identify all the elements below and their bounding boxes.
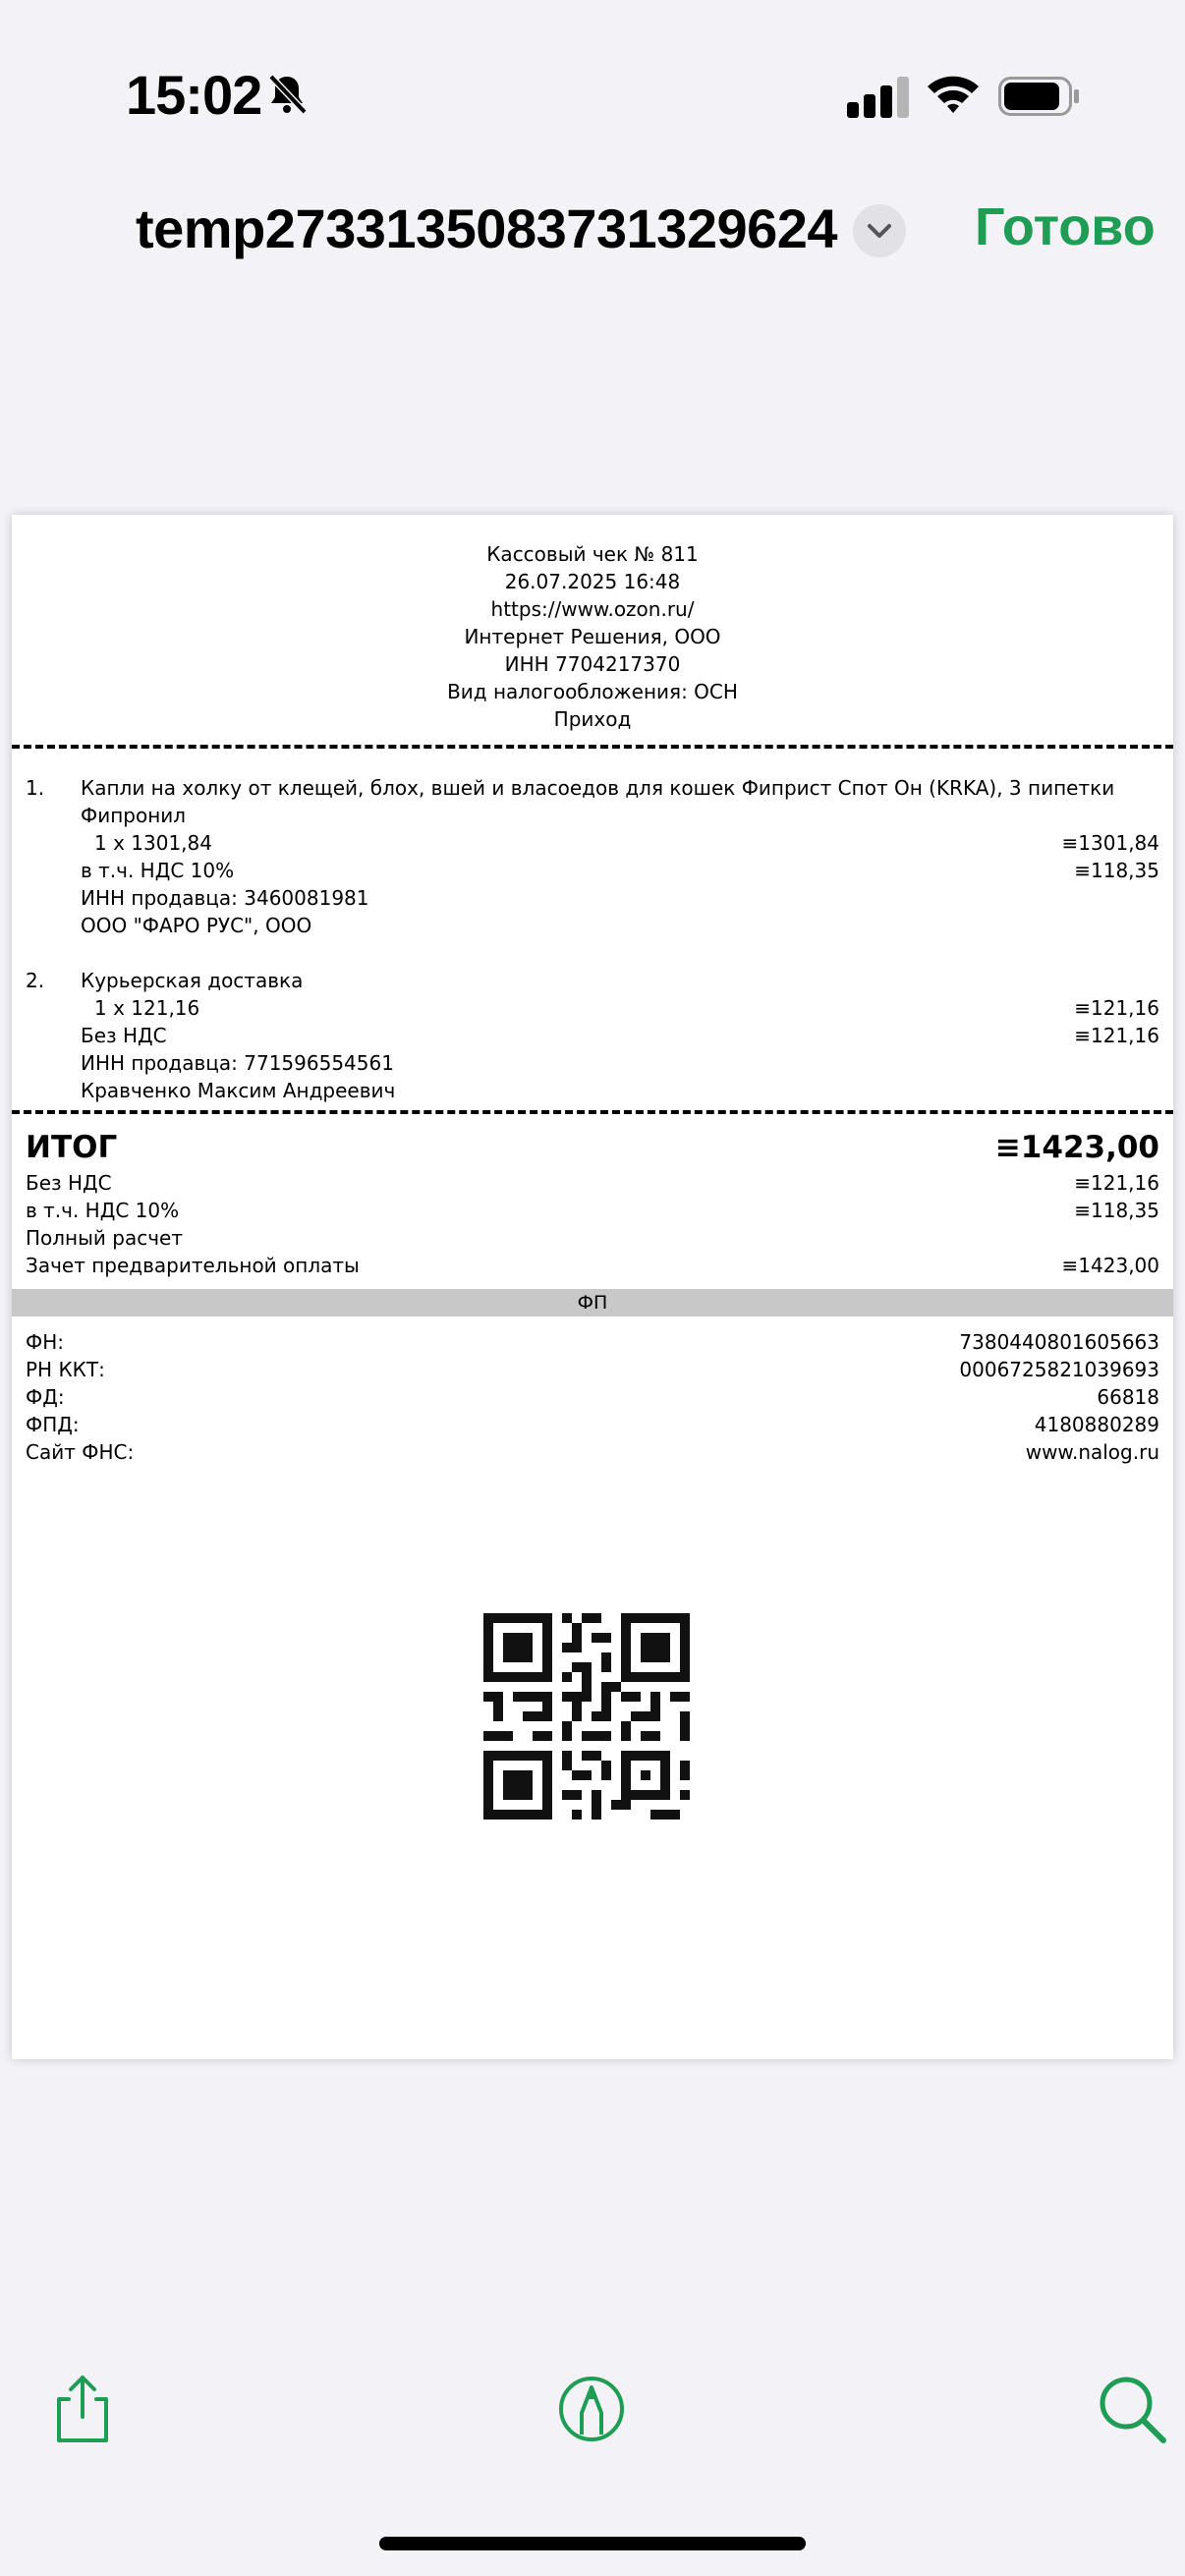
item-number: 2. [26, 969, 45, 992]
receipt-number: Кассовый чек № 811 [486, 542, 699, 566]
chevron-down-icon [866, 219, 893, 243]
receipt-datetime: 26.07.2025 16:48 [504, 570, 681, 593]
receipt-header [12, 515, 1173, 733]
cellular-signal-icon [847, 77, 910, 118]
summary-label: Зачет предварительной оплаты [26, 1254, 360, 1277]
home-indicator [379, 2537, 806, 2550]
summary-label: Полный расчет [26, 1226, 183, 1250]
fiscal-label: ФД: [26, 1385, 65, 1409]
status-time: 15:02 [126, 64, 262, 126]
receipt-tax-system: Вид налогообложения: ОСН [447, 680, 738, 703]
receipt-item [26, 967, 1159, 1104]
receipt-item [26, 774, 1159, 939]
search-icon[interactable] [1093, 2370, 1171, 2448]
receipt-inn: ИНН 7704217370 [504, 652, 681, 676]
item-name: Курьерская доставка [81, 969, 304, 992]
item-vat-label: в т.ч. НДС 10% [81, 859, 235, 882]
document-title: temp2733135083731329624 [136, 197, 838, 259]
item-name: Капли на холку от клещей, блох, вшей и власоедов для кошек Фиприст Спот Он (KRKA), 3 пипетки Фипронил [81, 776, 1115, 827]
fiscal-label: ФН: [26, 1330, 64, 1354]
receipt-url: https://www.ozon.ru/ [490, 597, 695, 621]
item-sum: ≡121,16 [1074, 996, 1159, 1020]
item-quantity: 1 х 1301,84 [94, 831, 212, 855]
fiscal-value: 66818 [1097, 1385, 1159, 1409]
item-seller-inn: ИНН продавца: 3460081981 [81, 886, 369, 910]
summary-label: в т.ч. НДС 10% [26, 1199, 180, 1222]
fiscal-value: 4180880289 [1034, 1413, 1159, 1436]
receipt-operation-type: Приход [553, 707, 632, 731]
fiscal-value: 0006725821039693 [959, 1358, 1159, 1381]
item-vat-sum: ≡118,35 [1074, 859, 1159, 882]
status-bar [0, 0, 1185, 187]
title-menu-button[interactable] [853, 204, 906, 257]
summary-value: ≡118,35 [1074, 1199, 1159, 1222]
receipt-company: Интернет Решения, ООО [464, 625, 721, 648]
fiscal-label: ФПД: [26, 1413, 80, 1436]
summary-label: Без НДС [26, 1171, 112, 1195]
item-vat-label: Без НДС [81, 1024, 167, 1047]
item-number: 1. [26, 776, 45, 800]
summary-value: ≡1423,00 [1061, 1254, 1159, 1277]
battery-icon [998, 77, 1081, 116]
item-sum: ≡1301,84 [1061, 831, 1159, 855]
total-value: ≡1423,00 [994, 1130, 1159, 1165]
summary-value: ≡121,16 [1074, 1171, 1159, 1195]
fiscal-value: 7380440801605663 [959, 1330, 1159, 1354]
fiscal-label: Сайт ФНС: [26, 1440, 135, 1464]
total-label: ИТОГ [26, 1130, 118, 1165]
fiscal-value: www.nalog.ru [1025, 1440, 1159, 1464]
fiscal-label: РН ККТ: [26, 1358, 105, 1381]
item-seller-inn: ИНН продавца: 771596554561 [81, 1051, 394, 1075]
item-vat-sum: ≡121,16 [1074, 1024, 1159, 1047]
bell-slash-icon [263, 71, 310, 118]
receipt-document [12, 515, 1173, 2059]
fiscal-data [12, 1316, 1173, 1466]
item-seller-name: Кравченко Максим Андреевич [81, 1079, 396, 1102]
fiscal-section-header: ФП [12, 1289, 1173, 1316]
done-button[interactable]: Готово [975, 197, 1156, 256]
share-icon[interactable] [43, 2370, 122, 2448]
receipt-items [12, 749, 1173, 1104]
wifi-icon [926, 73, 981, 116]
qr-code [483, 1613, 690, 1820]
item-quantity: 1 х 121,16 [94, 996, 200, 1020]
markup-pen-icon[interactable] [552, 2370, 631, 2448]
receipt-totals [12, 1114, 1173, 1279]
item-seller-name: ООО "ФАРО РУС", ООО [81, 914, 312, 937]
